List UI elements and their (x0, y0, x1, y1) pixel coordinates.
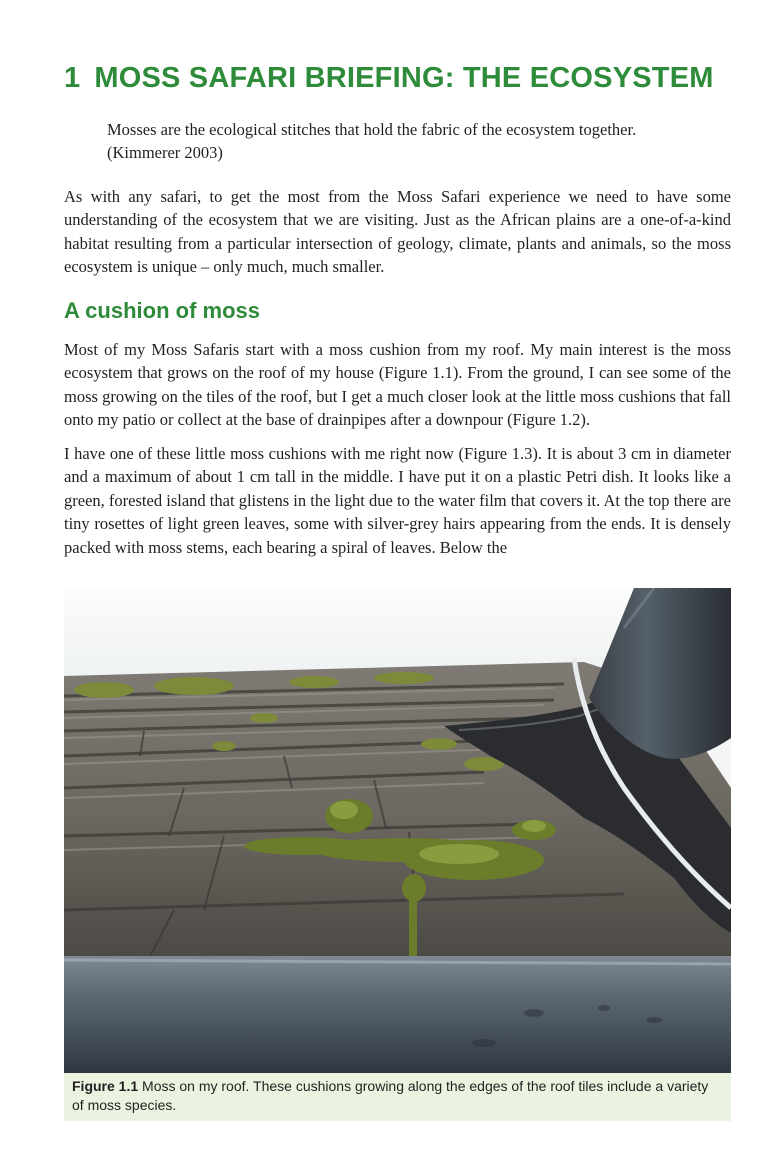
chapter-title-text: MOSS SAFARI BRIEFING: THE ECOSYSTEM (94, 62, 714, 94)
cushion-paragraph-1: Most of my Moss Safaris start with a moss cushion from my roof. My main interest is the moss ecosystem that grows on the roof of my house (Figure 1.1). From the ground, I can see some of the moss growing on the tiles of the roof, but I get a much closer look at the little moss cushions that fall onto my patio or collect at the base of drainpipes after a downpour (Figure 1.2). (64, 340, 731, 430)
figure-caption-text: Moss on my roof. These cushions growing along the edges of the roof tiles include a variety of moss species. (72, 1078, 709, 1113)
intro-paragraph: As with any safari, to get the most from the Moss Safari experience we need to have some understanding of the ecosystem that we are visiting. Just as the African plains are a one-of-a-kind habitat resulting from a particular intersection of geology, climate, plants and animals, so the moss ecosystem is unique – only much, much smaller. (64, 187, 731, 277)
figure-caption (64, 1073, 731, 1121)
cushion-paragraph-2: I have one of these little moss cushions with me right now (Figure 1.3). It is about 3 cm in diameter and a maximum of about 1 cm tall in the middle. I have put it on a plastic Petri dish. It looks like a green, forested island that glistens in the light due to the water film that covers it. At the top there are tiny rosettes of light green leaves, some with silver-grey hairs appearing from the ends. It is densely packed with moss stems, each bearing a spiral of leaves. Below the (64, 444, 731, 557)
epigraph-citation: (Kimmerer 2003) (107, 143, 223, 162)
roof-tiles-illustration (64, 588, 731, 1073)
chapter-number: 1 (64, 62, 81, 94)
epigraph (107, 118, 737, 164)
epigraph-quote: Mosses are the ecological stitches that hold the fabric of the ecosystem together. (107, 120, 637, 139)
figure-label: Figure 1.1 (72, 1078, 139, 1094)
chapter-title (64, 62, 764, 95)
section-heading: A cushion of moss (64, 298, 260, 323)
roof-moss-photo (64, 588, 731, 1073)
